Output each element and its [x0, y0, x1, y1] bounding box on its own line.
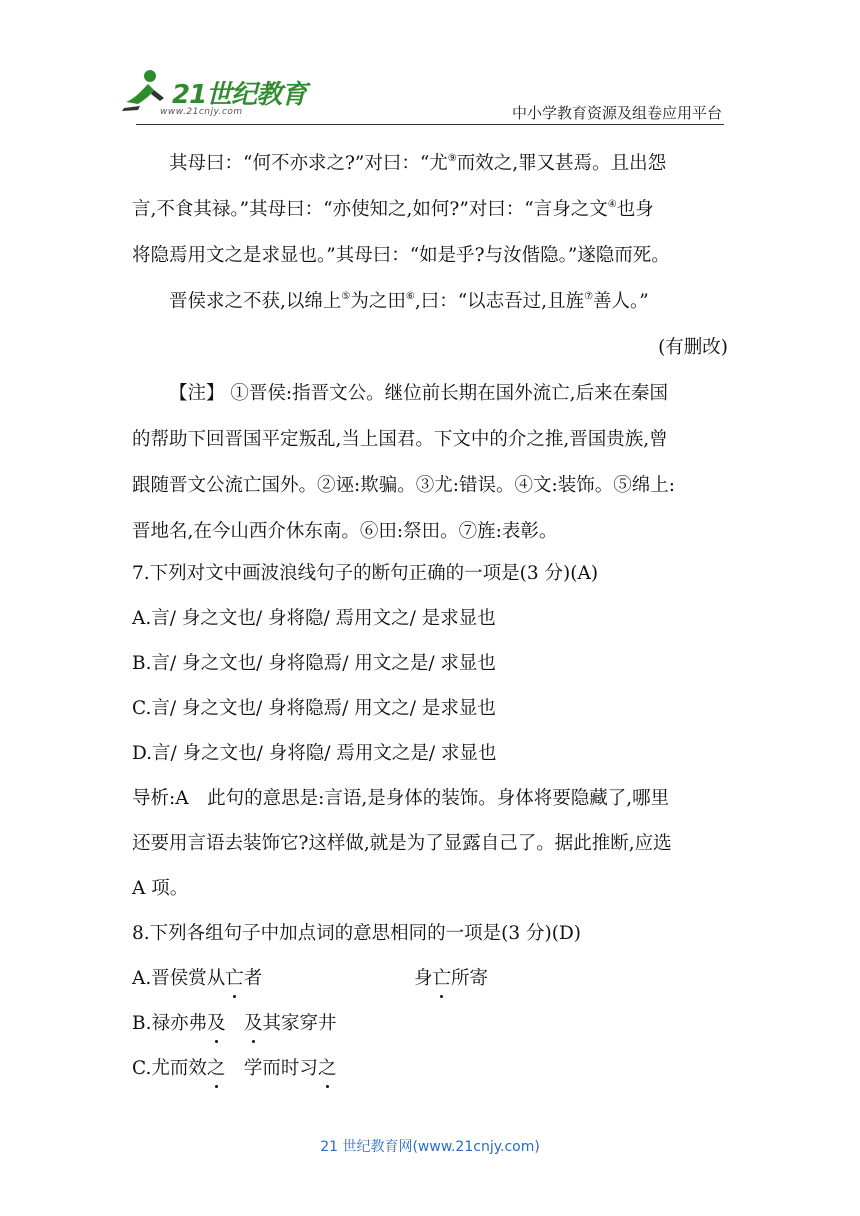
passage-line: 其母曰：“何不亦求之?”对曰：“尤⑨而效之,罪又甚焉。且出怨 [169, 153, 667, 174]
logo-url: www.21cnjy.com [160, 107, 243, 117]
passage-line: 言,不食其禄。”其母曰：“亦使知之,如何?”对曰：“言身之文④也身 [132, 199, 654, 220]
header-divider [136, 124, 724, 125]
notes-line: 跟随晋文公流亡国外。②诬:欺骗。③尤:错误。④文:装饰。⑤绵上: [132, 475, 675, 496]
question-8-option-a: A.晋侯赏从亡者 [132, 965, 262, 993]
question-7-option-b: B.言/ 身之文也/ 身将隐焉/ 用文之是/ 求显也 [132, 653, 496, 674]
question-8-option-a-pair: 身亡所寄 [414, 965, 488, 993]
passage-line: 将隐焉用文之是求显也。”其母曰：“如是乎?与汝偕隐。”遂隐而死。 [132, 245, 670, 266]
passage-line: 晋侯求之不获,以绵上⑤为之田⑥,曰：“以志吾过,且旌⑦善人。” [169, 291, 649, 312]
question-8-stem: 8.下列各组句子中加点词的意思相同的一项是(3 分)(D) [132, 923, 582, 944]
logo-text: 21世纪教育 [172, 80, 307, 110]
notes-line: 【注】 ①晋侯:指晋文公。继位前长期在国外流亡,后来在秦国 [169, 383, 668, 404]
passage-source: (有删改) [658, 337, 728, 358]
question-7-explanation: 导析:A 此句的意思是:言语,是身体的装饰。身体将要隐藏了,哪里 [132, 788, 670, 809]
notes-line: 的帮助下回晋国平定叛乱,当上国君。下文中的介之推,晋国贵族,曾 [132, 429, 668, 450]
question-7-explanation: 还要用言语去装饰它?这样做,就是为了显露自己了。据此推断,应选 [132, 833, 672, 854]
question-8-option-c: C.尤而效之 学而时习之 [132, 1055, 336, 1083]
question-7-stem: 7.下列对文中画波浪线句子的断句正确的一项是(3 分)(A) [132, 563, 599, 584]
page-header [0, 0, 860, 130]
notes-line: 晋地名,在今山西介休东南。⑥田:祭田。⑦旌:表彰。 [132, 521, 558, 542]
question-7-option-d: D.言/ 身之文也/ 身将隐/ 焉用文之是/ 求显也 [132, 743, 497, 764]
platform-name: 中小学教育资源及组卷应用平台 [511, 104, 722, 122]
runner-logo-icon [120, 68, 170, 112]
question-7-option-a: A.言/ 身之文也/ 身将隐/ 焉用文之/ 是求显也 [132, 608, 496, 629]
footer-link[interactable]: 21 世纪教育网(www.21cnjy.com) [320, 1139, 540, 1155]
question-7-option-c: C.言/ 身之文也/ 身将隐焉/ 用文之/ 是求显也 [132, 698, 496, 719]
question-8-option-b: B.禄亦弗及 及其家穿井 [132, 1010, 337, 1038]
question-7-explanation: A 项。 [132, 878, 189, 899]
